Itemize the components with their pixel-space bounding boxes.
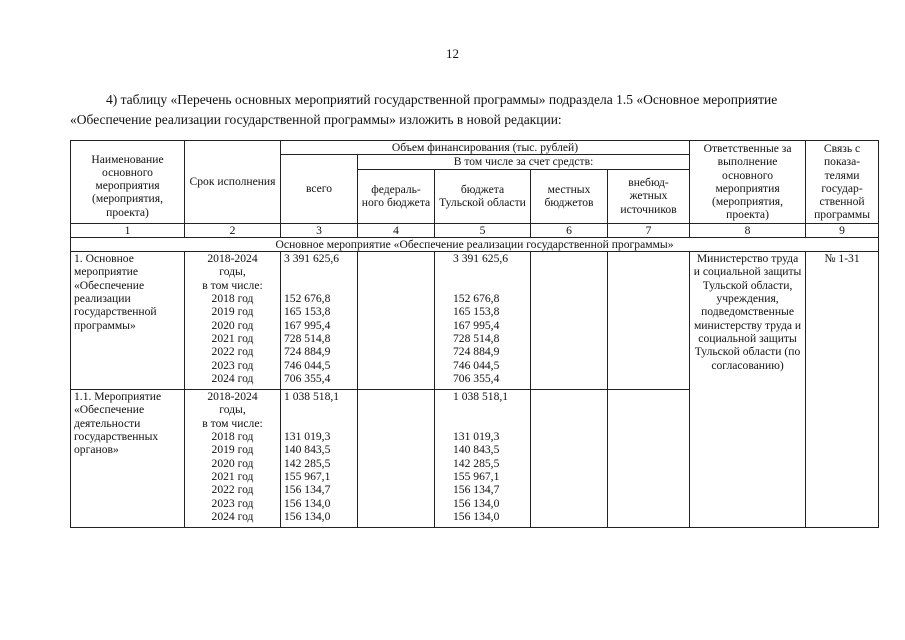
- cell-line: годы,: [219, 265, 246, 279]
- page-number: 12: [446, 46, 459, 61]
- col-num-3: 3: [281, 223, 358, 237]
- cell-line: 156 134,7: [453, 483, 500, 497]
- cell-line: годы,: [219, 403, 246, 417]
- section-row: [71, 237, 879, 251]
- cell-line: 2018-2024: [207, 252, 258, 266]
- col-num-1: 1: [71, 223, 185, 237]
- col-num-2: 2: [185, 223, 281, 237]
- cell-line: 3 391 625,6: [453, 252, 509, 266]
- cell-line: в том числе:: [202, 416, 263, 430]
- cell-line: 140 843,5: [284, 443, 331, 457]
- cell-line: 2020 год: [211, 456, 254, 470]
- row-regional: [435, 390, 531, 528]
- cell-line: 167 995,4: [284, 318, 331, 332]
- header-name: Наименование основного мероприятия (мероприятия, проекта): [71, 141, 185, 224]
- cell-line: 2024 год: [211, 371, 254, 385]
- row-name: 1.1. Мероприятие «Обеспечение деятельности государственных органов»: [71, 390, 185, 528]
- cell-line: 140 843,5: [453, 443, 500, 457]
- cell-line: 167 995,4: [453, 318, 500, 332]
- cell-line: 2019 год: [211, 305, 254, 319]
- cell-line: 156 134,0: [284, 509, 331, 523]
- cell-line: 155 967,1: [284, 469, 331, 483]
- cell-line: 152 676,8: [453, 292, 500, 306]
- link-cell: № 1-31: [806, 252, 879, 528]
- row-term: [185, 390, 281, 528]
- header-term: Срок исполнения: [185, 141, 281, 224]
- cell-line: 156 134,0: [453, 496, 500, 510]
- cell-line: 165 153,8: [284, 305, 331, 319]
- cell-line: 2021 год: [211, 331, 254, 345]
- activities-table: [70, 140, 879, 528]
- row-term: [185, 252, 281, 390]
- cell-line: 165 153,8: [453, 305, 500, 319]
- row-federal: [358, 390, 435, 528]
- cell-line: 2022 год: [211, 483, 254, 497]
- cell-line: [284, 403, 354, 416]
- cell-line: 746 044,5: [453, 358, 500, 372]
- cell-line: [284, 265, 354, 278]
- cell-line: 706 355,4: [284, 371, 331, 385]
- col-num-4: 4: [358, 223, 435, 237]
- col-num-7: 7: [608, 223, 690, 237]
- header-total: всего: [281, 155, 358, 223]
- col-num-6: 6: [531, 223, 608, 237]
- cell-line: 746 044,5: [284, 358, 331, 372]
- cell-line: [453, 279, 527, 292]
- intro-line-2: «Обеспечение реализации государственной программы» изложить в новой редакции:: [70, 112, 562, 127]
- col-num-8: 8: [690, 223, 806, 237]
- cell-line: [284, 417, 354, 430]
- row-local: [531, 390, 608, 528]
- header-row-1: [71, 141, 879, 155]
- cell-line: 724 884,9: [453, 345, 500, 359]
- header-local: местных бюджетов: [531, 169, 608, 223]
- cell-line: 142 285,5: [453, 456, 500, 470]
- cell-line: 724 884,9: [284, 345, 331, 359]
- cell-line: 152 676,8: [284, 292, 331, 306]
- header-funding: Объем финансирования (тыс. рублей): [281, 141, 690, 155]
- header-link: Связь с показа-телями государ-ственной программы: [806, 141, 879, 224]
- header-extra: внебюд-жетных источников: [608, 169, 690, 223]
- section-title: Основное мероприятие «Обеспечение реализации государственной программы»: [71, 237, 879, 251]
- cell-line: 706 355,4: [453, 371, 500, 385]
- cell-line: 156 134,7: [284, 483, 331, 497]
- cell-line: 728 514,8: [453, 331, 500, 345]
- responsible-cell: Министерство труда и социальной защиты Тульской области, учреждения, подведомственные министерству труда и социальной защиты Тульской области (по согласованию): [690, 252, 806, 528]
- row-extra: [608, 252, 690, 390]
- header-including: В том числе за счет средств:: [358, 155, 690, 169]
- cell-line: 728 514,8: [284, 331, 331, 345]
- cell-line: 2018 год: [211, 430, 254, 444]
- header-responsible: Ответственные за выполнение основного мероприятия (мероприятия, проекта): [690, 141, 806, 224]
- cell-line: 2024 год: [211, 509, 254, 523]
- cell-line: 142 285,5: [284, 456, 331, 470]
- cell-line: 2023 год: [211, 358, 254, 372]
- row-total: [281, 390, 358, 528]
- row-regional: [435, 252, 531, 390]
- header-regional: бюджета Тульской области: [435, 169, 531, 223]
- row-extra: [608, 390, 690, 528]
- cell-line: 155 967,1: [453, 469, 500, 483]
- cell-line: 2018 год: [211, 292, 254, 306]
- cell-line: 3 391 625,6: [284, 252, 340, 266]
- cell-line: 2018-2024: [207, 390, 258, 404]
- cell-line: [284, 279, 354, 292]
- cell-line: 2022 год: [211, 345, 254, 359]
- cell-line: в том числе:: [202, 278, 263, 292]
- row-name: 1. Основное мероприятие «Обеспечение реализации государственной программы»: [71, 252, 185, 390]
- cell-line: 2019 год: [211, 443, 254, 457]
- col-num-5: 5: [435, 223, 531, 237]
- cell-line: 156 134,0: [284, 496, 331, 510]
- row-federal: [358, 252, 435, 390]
- cell-line: [453, 417, 527, 430]
- header-federal: федераль-ного бюджета: [358, 169, 435, 223]
- cell-line: [453, 403, 527, 416]
- cell-line: 2023 год: [211, 496, 254, 510]
- cell-line: 1 038 518,1: [284, 390, 340, 404]
- cell-line: 1 038 518,1: [453, 390, 509, 404]
- cell-line: 131 019,3: [453, 430, 500, 444]
- row-local: [531, 252, 608, 390]
- row-total: [281, 252, 358, 390]
- cell-line: 2021 год: [211, 469, 254, 483]
- cell-line: 2020 год: [211, 318, 254, 332]
- cell-line: 131 019,3: [284, 430, 331, 444]
- column-number-row: [71, 223, 879, 237]
- intro-paragraph: [70, 90, 870, 130]
- intro-line-1: 4) таблицу «Перечень основных мероприятий государственной программы» подраздела 1.5 «Основное мероприятие: [106, 92, 778, 107]
- cell-line: [453, 265, 527, 278]
- table-row: [71, 252, 879, 390]
- col-num-9: 9: [806, 223, 879, 237]
- cell-line: 156 134,0: [453, 509, 500, 523]
